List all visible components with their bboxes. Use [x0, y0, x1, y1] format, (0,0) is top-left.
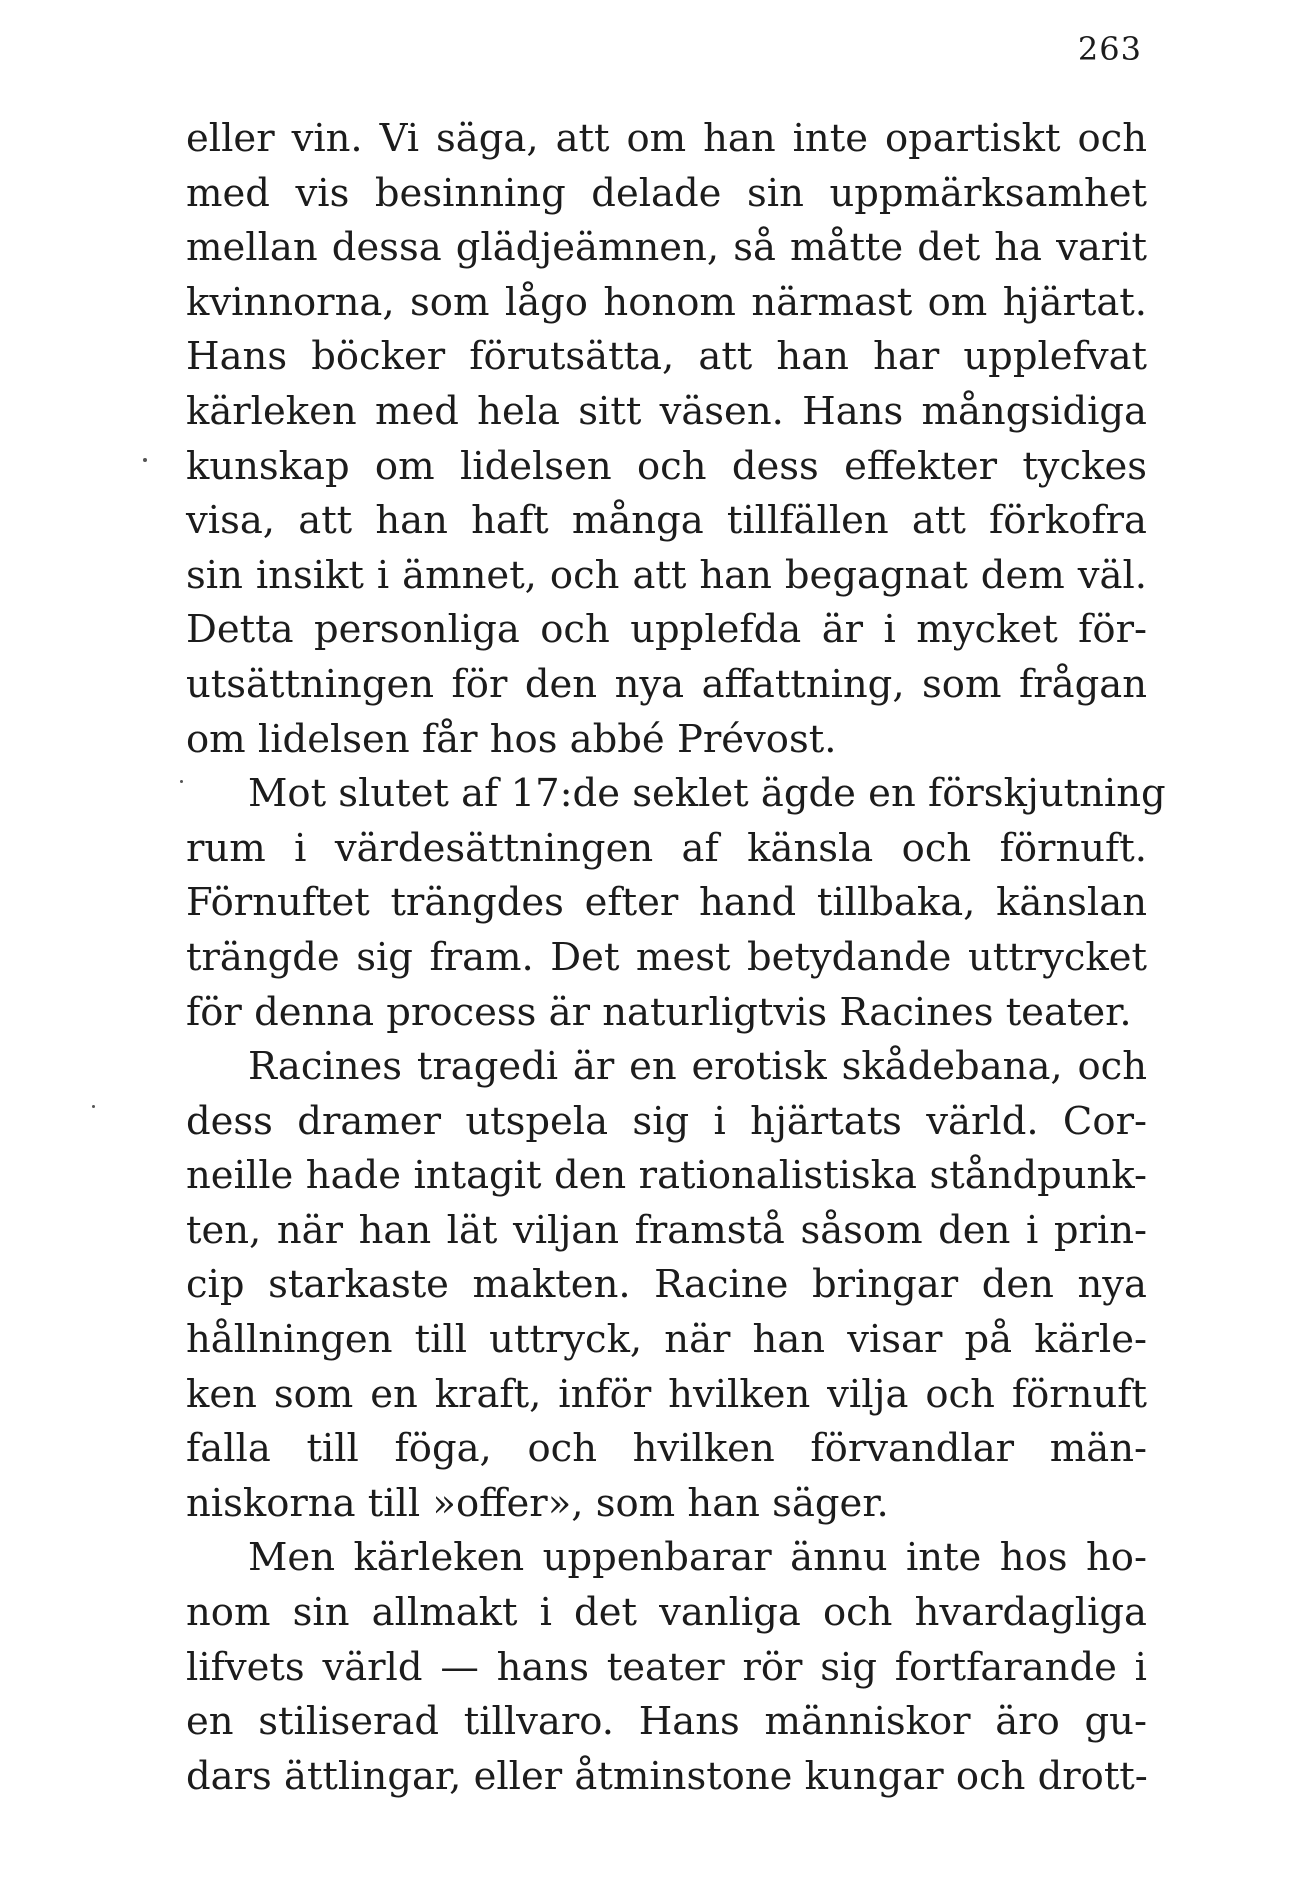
page-number: 263 — [1077, 30, 1142, 68]
text-line: eller vin. Vi säga, att om han inte opartiskt och — [186, 116, 1147, 161]
text-line: sin insikt i ämnet, och att han begagnat dem väl. — [186, 552, 1147, 598]
text-line: hållningen till uttryck, när han visar på kärle- — [186, 1317, 1147, 1363]
text-line: ten, när han lät viljan framstå såsom den i prin- — [186, 1207, 1147, 1253]
text-line: cip starkaste makten. Racine bringar den nya — [186, 1262, 1147, 1308]
text-line: neille hade intagit den rationalistiska ståndpunk- — [186, 1153, 1147, 1199]
text-line: Hans böcker förutsätta, att han har upplefvat — [186, 334, 1147, 380]
text-line: om lidelsen får hos abbé Prévost. — [186, 716, 837, 762]
text-line: utsättningen för den nya affattning, som frågan — [186, 661, 1147, 707]
text-line: kärleken med hela sitt väsen. Hans mångsidiga — [186, 388, 1147, 434]
text-line: dars ättlingar, eller åtminstone kungar och drott- — [186, 1753, 1148, 1799]
text-line: falla till föga, och hvilken förvandlar män- — [186, 1426, 1147, 1472]
body-text — [186, 112, 1166, 1804]
text-line: Detta personliga och upplefda är i mycket för- — [186, 607, 1147, 653]
text-line: en stiliserad tillvaro. Hans människor äro gu- — [186, 1699, 1147, 1745]
text-line: Men kärleken uppenbarar ännu inte hos ho- — [248, 1535, 1147, 1581]
text-line: ken som en kraft, inför hvilken vilja och förnuft — [186, 1371, 1147, 1417]
scan-speck — [143, 458, 147, 462]
text-line: kvinnorna, som lågo honom närmast om hjärtat. — [186, 279, 1147, 325]
text-line: Mot slutet af 17:de seklet ägde en förskjutning — [248, 771, 1166, 817]
scan-speck — [92, 1105, 95, 1108]
text-line: trängde sig fram. Det mest betydande uttrycket — [186, 934, 1147, 980]
text-line: niskorna till »offer», som han säger. — [186, 1480, 889, 1526]
scan-speck — [180, 780, 183, 783]
text-line: visa, att han haft många tillfällen att förkofra — [186, 498, 1147, 544]
text-line: dess dramer utspela sig i hjärtats värld. Cor- — [186, 1098, 1147, 1144]
text-line: med vis besinning delade sin uppmärksamhet — [186, 170, 1147, 216]
text-line: Racines tragedi är en erotisk skådebana, och — [248, 1044, 1147, 1090]
text-line: lifvets värld — hans teater rör sig fortfarande i — [186, 1644, 1147, 1690]
text-line: rum i värdesättningen af känsla och förnuft. — [186, 825, 1147, 871]
text-line: Förnuftet trängdes efter hand tillbaka, känslan — [186, 880, 1147, 926]
text-line: kunskap om lidelsen och dess effekter tyckes — [186, 443, 1147, 489]
text-line: nom sin allmakt i det vanliga och hvardagliga — [186, 1590, 1147, 1636]
text-line: för denna process är naturligtvis Racines teater. — [186, 989, 1132, 1035]
text-line: mellan dessa glädjeämnen, så måtte det ha varit — [186, 225, 1147, 271]
